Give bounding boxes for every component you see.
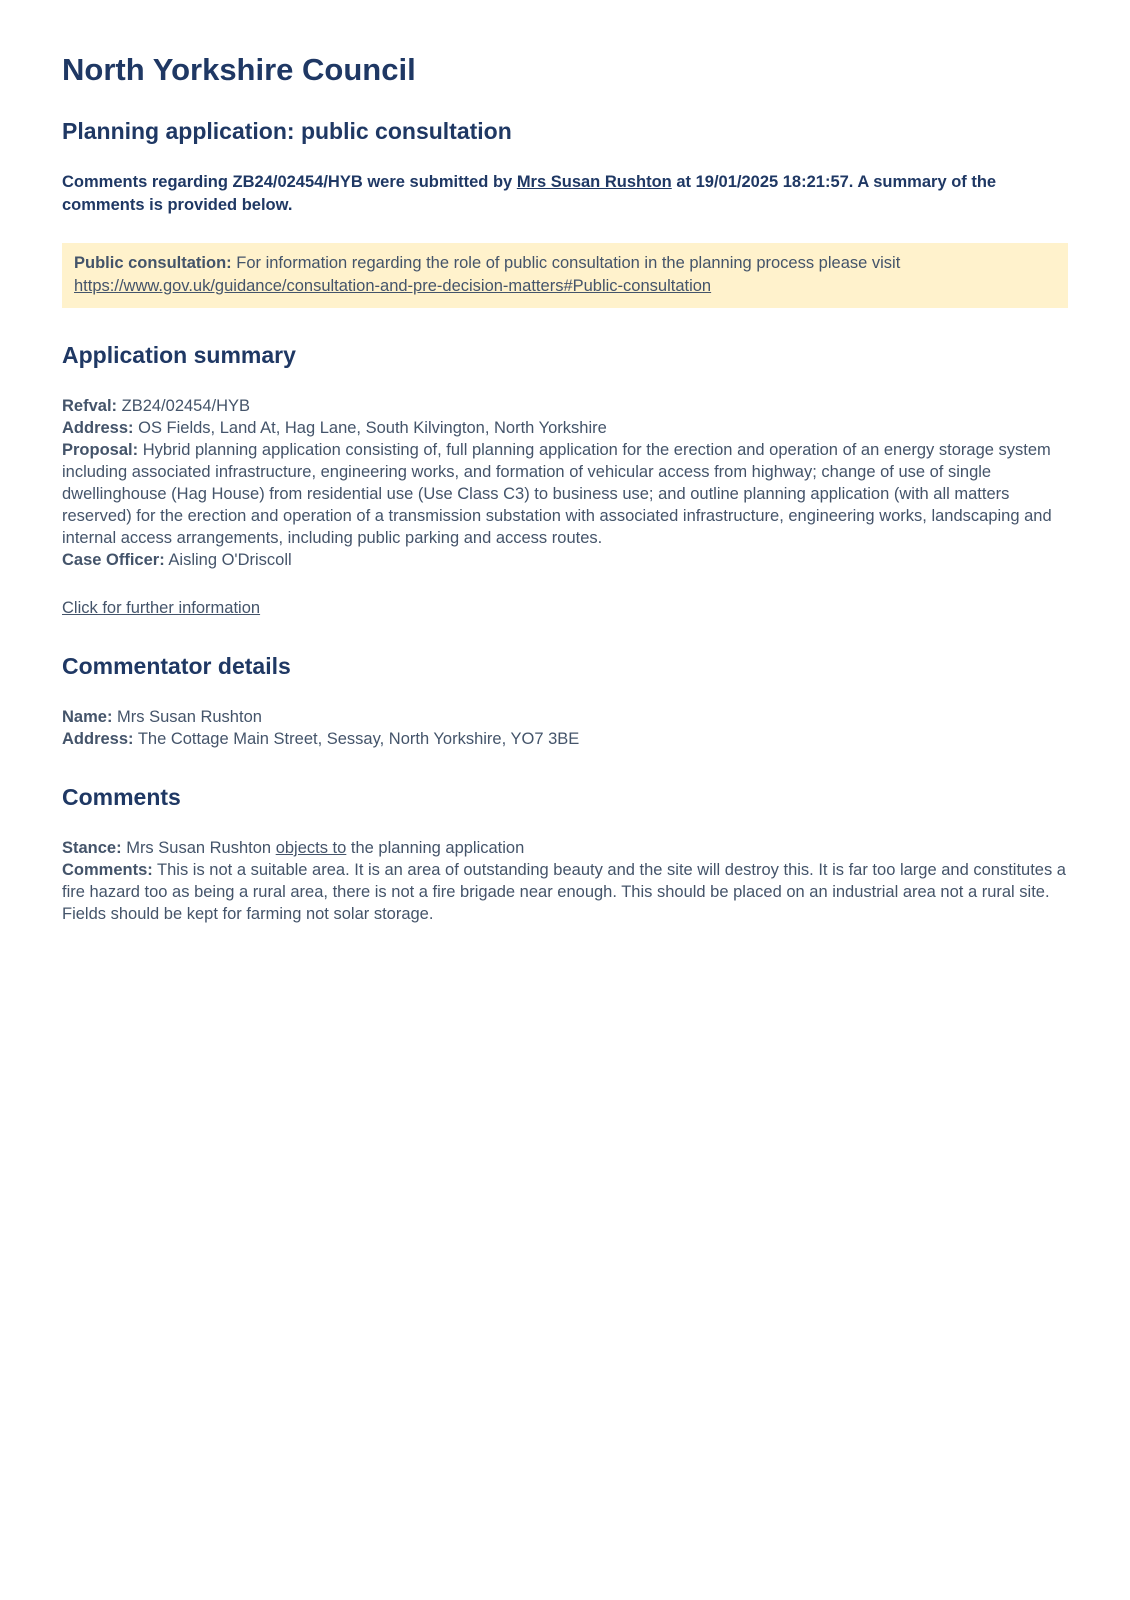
page-title: North Yorkshire Council — [62, 52, 416, 87]
case-officer-line — [62, 549, 1068, 571]
commentator-address-line — [62, 728, 1068, 750]
consultation-guidance-link[interactable]: https://www.gov.uk/guidance/consultation-and-pre-decision-matters#Public-consultation — [74, 277, 712, 295]
refval-line — [62, 395, 1068, 417]
comments-text-value: This is not a suitable area. It is an area of outstanding beauty and the site will destroy this. It is far too large and constitutes a fire hazard too as being a rural area, there is not a fire brigade near enough. This should be placed on an industrial area not a rural site. Fields should be kept for farming not solar storage. — [62, 861, 1066, 923]
site-address-value: OS Fields, Land At, Hag Lane, South Kilvington, North Yorkshire — [133, 419, 607, 437]
further-information-link[interactable]: Click for further information — [62, 599, 261, 617]
proposal-label: Proposal: — [62, 441, 139, 459]
notice-text: For information regarding the role of public consultation in the planning process please visit — [231, 254, 901, 272]
submitter-name: Mrs Susan Rushton — [516, 173, 672, 191]
stance-objects-to: objects to — [275, 839, 347, 857]
page-subtitle: Planning application: public consultation — [62, 118, 512, 144]
stance-text-2: the planning application — [346, 839, 525, 857]
commentator-name-label: Name: — [62, 708, 113, 726]
notice-label: Public consultation: — [74, 254, 232, 272]
application-summary-block — [62, 395, 1068, 571]
refval-value: ZB24/02454/HYB — [117, 397, 251, 415]
comments-label: Comments: — [62, 861, 153, 879]
proposal-line — [62, 439, 1068, 549]
public-consultation-notice — [62, 243, 1068, 308]
application-summary-heading: Application summary — [62, 342, 296, 368]
submission-summary-text-1: Comments regarding ZB24/02454/HYB were submitted by — [62, 173, 517, 191]
submission-summary-text-2: at 19/01/2025 18:21:57. A summary of the comments is provided below. — [62, 173, 997, 214]
comments-text-line — [62, 859, 1068, 925]
commentator-address-label: Address: — [62, 730, 134, 748]
further-information-block — [62, 597, 1068, 619]
commentator-details-heading: Commentator details — [62, 653, 291, 679]
commentator-name-line — [62, 706, 1068, 728]
submission-summary-paragraph — [62, 171, 1068, 217]
comments-heading: Comments — [62, 784, 181, 810]
commentator-name-value: Mrs Susan Rushton — [112, 708, 262, 726]
proposal-value: Hybrid planning application consisting of, full planning application for the erection and operation of an energy storage system including associated infrastructure, engineering works, and formation of vehicular access from highway; change of use of single dwellinghouse (Hag House) from residential use (Use Class C3) to business use; and outline planning application (with all matters reserved) for the erection and operation of a transmission substation with associated infrastructure, engineering works, landscaping and internal access arrangements, including public parking and access routes. — [62, 441, 1052, 547]
stance-label: Stance: — [62, 839, 122, 857]
stance-line — [62, 837, 1068, 859]
case-officer-value: Aisling O'Driscoll — [164, 551, 292, 569]
commentator-address-value: The Cottage Main Street, Sessay, North Yorkshire, YO7 3BE — [133, 730, 580, 748]
case-officer-label: Case Officer: — [62, 551, 165, 569]
comments-block — [62, 837, 1068, 925]
stance-text-1: Mrs Susan Rushton — [121, 839, 276, 857]
site-address-label: Address: — [62, 419, 134, 437]
refval-label: Refval: — [62, 397, 118, 415]
commentator-details-block — [62, 706, 1068, 750]
site-address-line — [62, 417, 1068, 439]
